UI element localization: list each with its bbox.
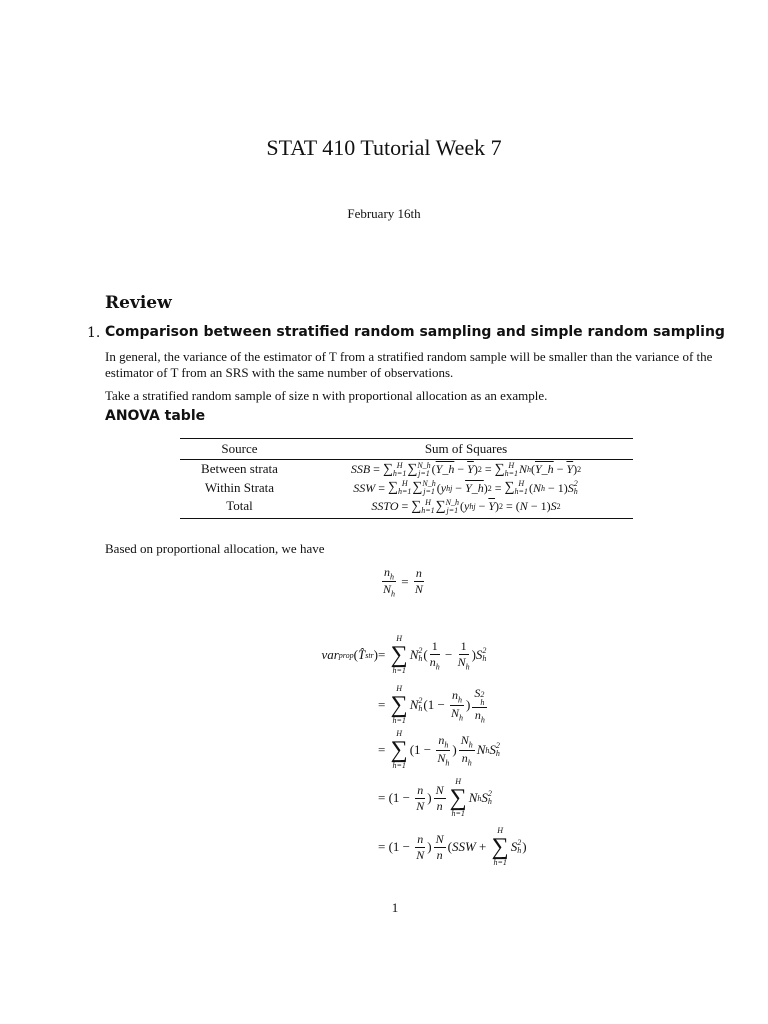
fraction: [430, 639, 440, 671]
sum-limits: [515, 480, 528, 496]
math-symbol: n: [436, 847, 443, 862]
numerator: [434, 832, 446, 848]
sum-limits: [398, 480, 411, 496]
subscript: h: [418, 654, 423, 663]
subscript: prop: [338, 650, 354, 660]
summation: [391, 635, 408, 675]
math-symbol: T̂: [357, 647, 366, 662]
math-text: 1: [460, 638, 467, 653]
sum-limits: [393, 462, 406, 478]
summation: [450, 778, 467, 818]
math-symbol: N: [460, 733, 469, 748]
numerator: [436, 733, 450, 750]
summation: [391, 685, 408, 725]
math-symbol: S: [474, 685, 481, 700]
derivation-line: [0, 773, 768, 823]
sum-limits: [422, 480, 435, 496]
math-text: ): [471, 647, 476, 662]
sigma-symbol: ∑: [407, 461, 418, 477]
sum-upper-limit: N_h: [445, 497, 459, 507]
sup-sub-stack: [488, 790, 492, 806]
source-cell: Within Strata: [204, 479, 275, 495]
denominator: [437, 751, 449, 767]
fraction: [459, 733, 475, 767]
subscript: h: [468, 740, 473, 750]
header-source: Source: [180, 439, 299, 460]
math-symbol: N: [468, 790, 478, 805]
math-symbol: SSW: [353, 480, 376, 495]
sum-lower-limit: j=1: [423, 487, 435, 496]
subscript: h: [487, 797, 492, 806]
math-text: = (1 −: [378, 790, 414, 805]
subscript: h: [391, 589, 395, 599]
numerator: [415, 783, 425, 799]
derivation-rhs: [378, 630, 487, 680]
sum-lower-limit: h=1: [392, 761, 406, 770]
inline-summation: [407, 462, 431, 478]
sum-upper-limit: H: [455, 777, 462, 786]
math-symbol: n: [415, 566, 422, 581]
summation: [391, 730, 408, 770]
sup-sub: [574, 480, 579, 496]
math-text: (: [447, 839, 452, 854]
sum-upper-limit: H: [425, 497, 431, 507]
math-text: −: [454, 462, 468, 476]
math-symbol: n: [474, 707, 481, 722]
sum-lower-limit: j=1: [446, 505, 459, 515]
subscript: hj: [469, 502, 476, 511]
paragraph-example: Take a stratified random sample of size n with proportional allocation as an example.: [105, 388, 548, 403]
math-text: (: [353, 647, 358, 662]
inline-summation: [495, 462, 519, 478]
math-text: (: [528, 480, 533, 495]
formula-cell: [299, 497, 633, 518]
math-text: = (1 −: [378, 839, 414, 854]
superscript: 2: [495, 741, 500, 750]
math-text: =: [378, 742, 389, 757]
sup-sub-stack: [574, 480, 578, 496]
math-text: (: [531, 462, 535, 476]
fraction: [415, 783, 425, 814]
math-text: =: [398, 499, 412, 513]
subscript: h: [517, 846, 522, 855]
formula-cell: [299, 479, 633, 498]
sigma-symbol: ∑: [390, 642, 408, 668]
subscript: h: [540, 483, 545, 493]
superscript: 2: [577, 465, 582, 474]
numerator: [434, 783, 446, 799]
sum-upper-limit: H: [518, 479, 525, 488]
math-symbol: N: [435, 782, 444, 797]
superscript: 2: [482, 646, 487, 655]
formula-cell: [299, 460, 633, 479]
denominator: [383, 582, 395, 598]
subscript: h: [480, 715, 485, 725]
math-text: (1 −: [409, 742, 435, 757]
sigma-symbol: ∑: [491, 834, 509, 860]
math-symbol: N: [416, 798, 425, 813]
summation: [492, 827, 509, 867]
subscript: h: [477, 793, 482, 803]
sup-sub-stack: [418, 647, 422, 663]
math-symbol: y: [440, 480, 447, 495]
math-text: ): [483, 480, 488, 495]
derivation-rhs: [378, 725, 501, 775]
subscript: h: [444, 740, 449, 750]
derivation-line: [0, 822, 768, 872]
sum-limits: [421, 499, 434, 515]
overlined-symbol: Y_h: [535, 462, 554, 476]
subscript: h: [482, 654, 487, 663]
denominator: [416, 799, 424, 814]
math-text: − 1): [527, 499, 551, 513]
superscript: 2: [556, 502, 561, 511]
math-text: ): [522, 839, 527, 854]
sigma-symbol: ∑: [412, 480, 423, 495]
math-symbol: n: [438, 733, 445, 748]
sum-upper-limit: N_h: [422, 479, 436, 488]
anova-table-label: ANOVA table: [105, 408, 206, 424]
sum-lower-limit: h=1: [392, 716, 406, 725]
math-symbol: n: [417, 831, 424, 846]
derivation-line: [0, 680, 768, 730]
subscript: hj: [446, 483, 453, 493]
sum-limits: [417, 462, 430, 478]
overlined-symbol: $\overline{Y}$: [467, 462, 474, 476]
math-symbol: y: [464, 499, 470, 513]
subscript: h: [480, 697, 485, 707]
item-heading: Comparison between stratified random sampling and simple random sampling: [105, 324, 725, 340]
superscript: 2: [487, 483, 492, 493]
math-symbol: N: [519, 499, 528, 513]
math-text: (: [431, 462, 436, 476]
table-row: [180, 497, 633, 518]
math-symbol: N: [476, 742, 486, 757]
numerator: [450, 688, 464, 705]
fraction: [434, 832, 446, 863]
denominator: [430, 655, 440, 671]
sum-lower-limit: h=1: [421, 505, 435, 515]
sigma-symbol: ∑: [390, 737, 408, 763]
numerator: [459, 733, 475, 750]
superscript: 2: [573, 479, 578, 488]
subscript: h: [435, 662, 440, 672]
sum-lower-limit: h=1: [392, 468, 407, 478]
math-symbol: S: [481, 790, 488, 805]
sigma-symbol: ∑: [390, 692, 408, 718]
denominator: [451, 706, 463, 722]
derivation-rhs: [378, 822, 527, 872]
table-row: [180, 460, 633, 479]
math-symbol: S: [567, 480, 574, 495]
math-text: ): [473, 462, 478, 476]
sum-upper-limit: N_h: [417, 460, 431, 470]
math-text: ): [373, 647, 378, 662]
numerator: [459, 639, 469, 655]
subscript: h: [418, 704, 423, 713]
sum-limits: [505, 462, 518, 478]
document-title: STAT 410 Tutorial Week 7: [266, 135, 502, 160]
sup-sub-stack: [517, 839, 521, 855]
math-symbol: n: [436, 798, 443, 813]
sum-lower-limit: h=1: [398, 487, 412, 496]
inline-summation: [412, 480, 436, 496]
source-cell: Between strata: [201, 461, 278, 477]
math-symbol: N: [451, 705, 460, 720]
subscript: h: [465, 662, 470, 672]
inline-summation: [436, 499, 460, 515]
fraction: [472, 686, 487, 724]
source-cell: Total: [180, 497, 299, 518]
sum-upper-limit: H: [396, 729, 403, 738]
sigma-symbol: ∑: [494, 461, 505, 477]
math-text: ): [573, 462, 578, 476]
math-text: =: [491, 480, 505, 495]
math-symbol: S: [489, 742, 496, 757]
math-text: −: [553, 462, 567, 476]
table-row: [180, 479, 633, 498]
sup-sub: [480, 691, 485, 707]
math-symbol: N: [414, 582, 423, 597]
denominator: [458, 655, 470, 671]
superscript: 2: [517, 838, 522, 847]
anova-table: [180, 438, 633, 519]
superscript: 2: [487, 789, 492, 798]
math-symbol: SSW: [451, 839, 476, 854]
sum-upper-limit: H: [401, 479, 408, 488]
sigma-symbol: ∑: [435, 498, 446, 514]
sum-upper-limit: H: [508, 460, 515, 470]
sup-sub-stack: [480, 691, 484, 707]
derivation-rhs: [378, 773, 493, 823]
sum-lower-limit: h=1: [514, 487, 528, 496]
formula: [371, 499, 560, 515]
paragraph-variance: In general, the variance of the estimator of T from a stratified random sample will be smaller than the variance of the estimator of T from an SRS with the same number of observations.: [105, 349, 713, 380]
inline-summation: [505, 480, 529, 496]
math-symbol: n: [384, 565, 390, 579]
superscript: 2: [499, 502, 504, 511]
superscript: 2: [418, 696, 423, 705]
numerator: [415, 832, 425, 848]
derivation-line: [0, 630, 768, 680]
sup-sub-stack: [482, 647, 486, 663]
sup-sub: [496, 742, 501, 758]
sum-lower-limit: h=1: [451, 809, 465, 818]
math-text: +: [475, 839, 490, 854]
math-text: 1: [431, 638, 438, 653]
document-date: February 16th: [347, 206, 421, 221]
overlined-symbol: Y_h: [435, 462, 455, 476]
subscript: h: [467, 757, 472, 767]
math-text: (: [460, 499, 464, 513]
denominator: [437, 799, 443, 814]
math-symbol: n: [461, 750, 468, 765]
math-text: =: [398, 573, 412, 589]
math-symbol: SSTO: [371, 499, 399, 513]
superscript: 2: [477, 465, 482, 474]
subscript: h: [445, 757, 450, 767]
inline-summation: [411, 499, 435, 515]
fraction: [415, 832, 425, 863]
math-symbol: N: [518, 462, 527, 476]
sup-sub-stack: [418, 697, 422, 713]
sigma-symbol: ∑: [504, 480, 515, 495]
math-text: −: [475, 499, 489, 513]
proportional-allocation-text: Based on proportional allocation, we have: [105, 541, 325, 556]
formula: [351, 462, 581, 478]
math-symbol: N: [382, 582, 391, 597]
subscript: h: [390, 572, 394, 582]
inline-summation: [383, 462, 407, 478]
math-symbol: N: [416, 847, 425, 862]
math-text: =: [481, 462, 495, 476]
subscript: h: [495, 749, 500, 758]
sigma-symbol: ∑: [411, 498, 422, 514]
math-text: =: [378, 697, 389, 712]
fraction: [414, 566, 424, 597]
sum-upper-limit: H: [396, 684, 403, 693]
math-symbol: N: [457, 654, 466, 669]
denominator: [462, 751, 472, 767]
sum-limits: [446, 499, 459, 515]
subscript: h: [485, 745, 490, 755]
sum-lower-limit: h=1: [493, 858, 507, 867]
subscript: h: [459, 712, 464, 722]
math-text: ): [452, 742, 457, 757]
fraction: [458, 639, 470, 671]
formula: [353, 480, 578, 496]
numerator: [430, 639, 440, 655]
sum-upper-limit: H: [396, 634, 403, 643]
proportional-allocation-equation: [380, 565, 426, 599]
sum-lower-limit: h=1: [392, 666, 406, 675]
denominator: [415, 582, 423, 597]
inline-summation: [388, 480, 412, 496]
math-symbol: n: [429, 654, 436, 669]
derivation-line: [0, 725, 768, 775]
superscript: 2: [418, 646, 423, 655]
section-heading-review: Review: [105, 293, 172, 313]
sum-upper-limit: H: [396, 460, 403, 470]
sum-upper-limit: H: [497, 826, 504, 835]
math-text: (: [423, 647, 428, 662]
math-text: =: [370, 462, 383, 476]
sup-sub-stack: [496, 742, 500, 758]
page-number: 1: [391, 900, 399, 915]
math-text: (: [436, 480, 441, 495]
math-symbol: S: [510, 839, 518, 854]
math-symbol: n: [417, 782, 424, 797]
overlined-symbol: Y_h: [465, 480, 484, 495]
subscript: h: [527, 465, 531, 474]
sup-sub: [488, 790, 493, 806]
math-text: ): [495, 499, 500, 513]
fraction: [382, 565, 396, 599]
sigma-symbol: ∑: [449, 785, 467, 811]
sigma-symbol: ∑: [382, 461, 393, 477]
derivation-rhs: [378, 680, 489, 730]
math-text: =: [375, 480, 389, 495]
fraction: [436, 733, 450, 767]
math-text: − 1): [544, 480, 568, 495]
math-text: = (: [503, 499, 520, 513]
math-symbol: SSB: [350, 462, 371, 476]
sigma-symbol: ∑: [388, 480, 398, 495]
math-symbol: var: [321, 647, 339, 662]
numerator: [414, 566, 424, 582]
math-symbol: N: [409, 647, 419, 662]
fraction: [434, 783, 446, 814]
math-text: ): [427, 790, 432, 805]
header-sum-of-squares: Sum of Squares: [299, 439, 633, 460]
subscript: str: [365, 650, 374, 660]
math-symbol: n: [452, 688, 459, 703]
anova-table-body: [180, 460, 633, 519]
math-symbol: N: [437, 750, 446, 765]
sum-lower-limit: j=1: [418, 468, 430, 478]
overlined-symbol: $\overline{Y}$: [566, 462, 574, 476]
subscript: h: [458, 695, 463, 705]
overlined-symbol: $\overline{Y}$: [488, 499, 496, 513]
math-symbol: S: [475, 647, 483, 662]
math-symbol: N: [409, 697, 419, 712]
superscript: 2: [480, 689, 485, 699]
sum-lower-limit: h=1: [504, 468, 518, 478]
math-text: ): [466, 697, 471, 712]
subscript: h: [573, 487, 578, 496]
numerator: [472, 686, 487, 708]
denominator: [437, 848, 443, 863]
item-number: 1.: [87, 325, 101, 341]
math-text: −: [452, 480, 466, 495]
math-text: (1 −: [423, 697, 449, 712]
sup-sub: [482, 647, 487, 663]
numerator: [382, 565, 396, 582]
denominator: [475, 708, 485, 724]
math-text: −: [441, 647, 456, 662]
math-symbol: N: [435, 831, 444, 846]
fraction: [450, 688, 464, 722]
math-text: =: [378, 647, 389, 662]
math-symbol: S: [550, 499, 557, 513]
math-text: ): [427, 839, 432, 854]
math-symbol: N: [532, 480, 541, 495]
derivation-lhs: [321, 630, 378, 680]
denominator: [416, 848, 424, 863]
